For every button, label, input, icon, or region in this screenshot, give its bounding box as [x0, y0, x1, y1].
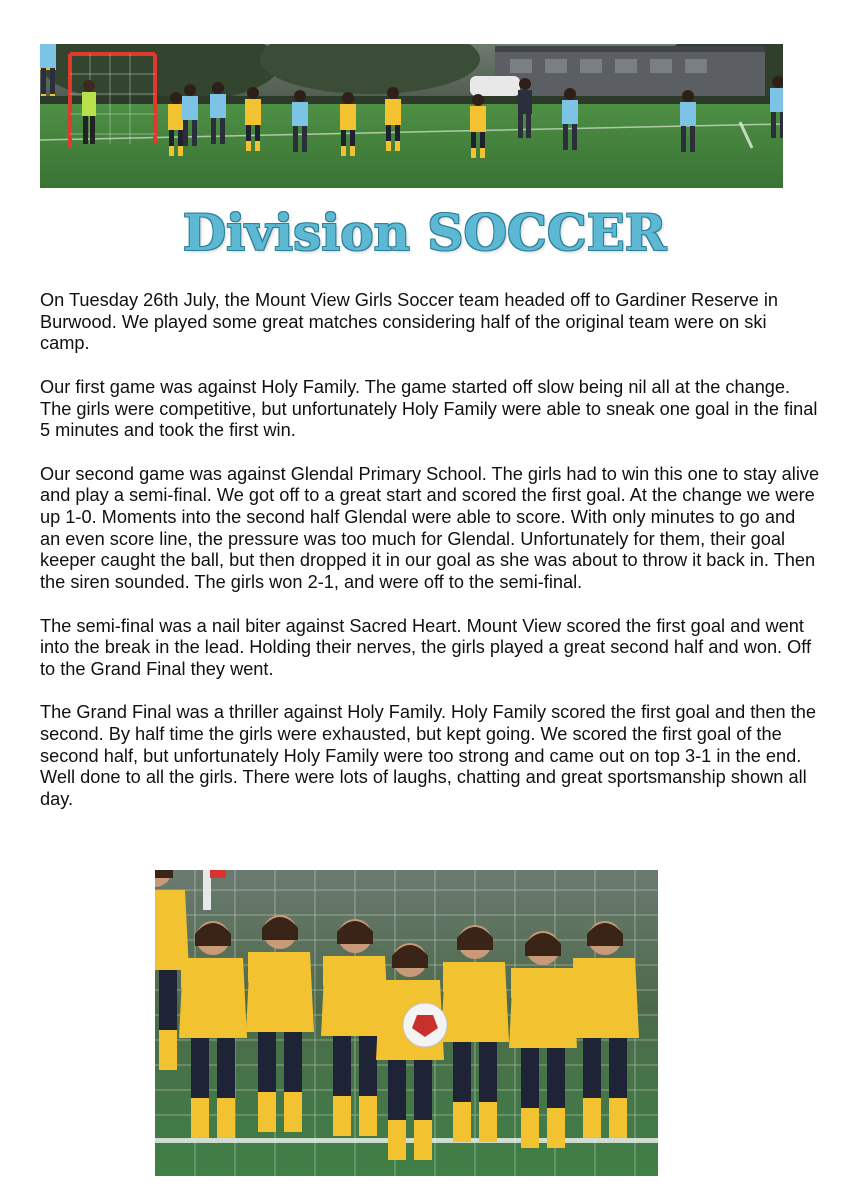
paragraph: The Grand Final was a thriller against Holy Family. Holy Family scored the first goal and then the second. By half time the girls were exhausted, but kept going. We scored the first goal of the second half, but unfortunately Holy Family were too strong and came out on top 3-1 in the end. Well done to all the girls. There were lots of laughs, chatting and great sportsmanship shown all day. [40, 702, 816, 810]
article-body [40, 290, 820, 811]
paragraph: Our first game was against Holy Family. The game started off slow being nil all at the change. The girls were competitive, but unfortunately Holy Family were able to sneak one goal in the final 5 minutes and took the first win. [40, 376, 818, 441]
page-title: Division SOCCER [182, 203, 667, 262]
match-photo [40, 44, 783, 188]
paragraph: The semi-final was a nail biter against Sacred Heart. Mount View scored the first goal and went into the break in the lead. Holding their nerves, the girls played a great second half and won. Off to the Grand Final they went. [40, 615, 812, 679]
paragraph: On Tuesday 26th July, the Mount View Girls Soccer team headed off to Gardiner Reserve in Burwood. We played some great matches considering half of the original team were on ski camp. [40, 290, 778, 354]
team-photo [155, 870, 658, 1176]
paragraph: Our second game was against Glendal Primary School. The girls had to win this one to stay alive and play a semi-final. We got off to a great start and scored the first goal. At the change we were up 1-0. Moments into the second half Glendal were able to score. With only minutes to go and an even score line, the pressure was too much for Glendal. Unfortunately for them, their goal keeper caught the ball, but then dropped it in our goal as she was about to throw it back in. Then the siren sounded. The girls won 2-1, and were off to the semi-final. [40, 463, 820, 593]
